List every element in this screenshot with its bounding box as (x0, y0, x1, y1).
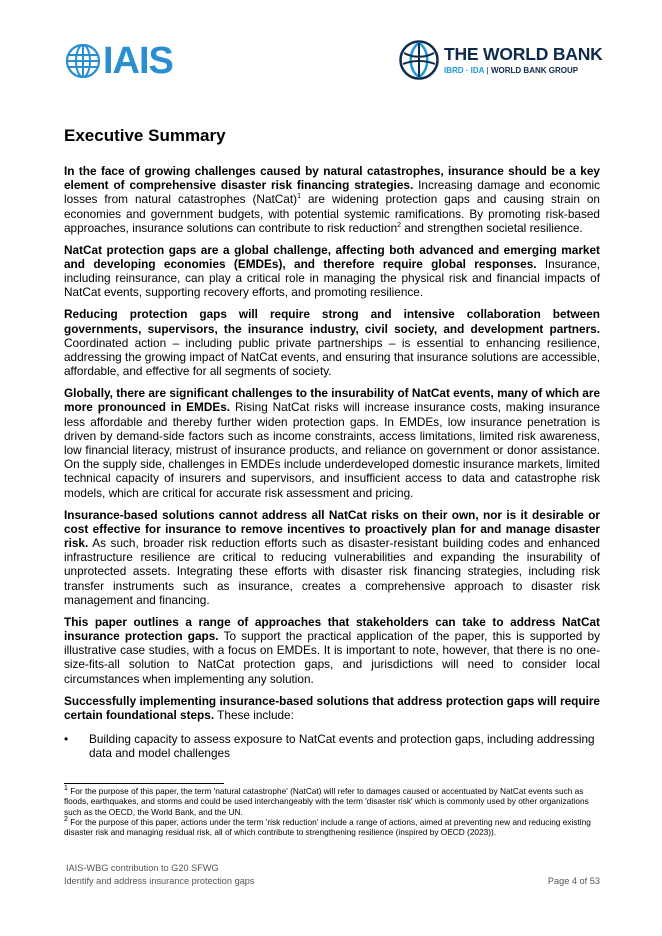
paragraph: Insurance-based solutions cannot address all NatCat risks on their own, nor is it desirable or cost effective for insurance to remove incentives to proactively plan for and manage disaster risk. As such, broader risk reduction efforts such as disaster-resistant building codes and enhanced infrastructure resilience are critical to reducing vulnerabilities and expanding the insurability of unprotected assets. Integrating these efforts with disaster risk financing strategies, including risk transfer instruments such as insurance, creates a comprehensive approach to disaster risk management and financing. (64, 507, 600, 607)
paragraph: Reducing protection gaps will require strong and intensive collaboration between governments, supervisors, the insurance industry, civil society, and development partners. Coordinated action – including public private partnerships – is essential to enhancing resilience, addressing the growing impact of NatCat events, and ensuring that insurance solutions are accessible, affordable, and effective for all segments of society. (64, 307, 600, 379)
iais-globe-icon (66, 44, 100, 78)
footer-line-2: Identify and address insurance protection gaps (64, 876, 255, 886)
world-bank-title: THE WORLD BANK (444, 43, 603, 64)
world-bank-logo (399, 40, 603, 80)
page-number: Page 4 of 53 (547, 876, 600, 886)
bullet-marker: • (64, 732, 69, 747)
footer-line-1: IAIS-WBG contribution to G20 SFWG (66, 863, 219, 873)
footnote-ref: 2 (397, 221, 402, 229)
paragraph: This paper outlines a range of approaches that stakeholders can take to address NatCat insurance protection gaps. To support the practical application of the paper, this is supported by illustrative case studies, with a focus on EMDEs. It is important to note, however, that there is no one-size-fits-all solution to NatCat protection gaps, and jurisdictions will need to consider local circumstances when implementing any solution. (64, 614, 600, 686)
footnote: $^1$ For the purpose of this paper, the term 'natural catastrophe' (NatCat) will refer to damages caused or accentuated by NatCat events such as floods, earthquakes, and storms and could be used interchangeably with the term 'disaster risk' which is commonly used by other organizations such as the OECD, the World Bank, and the UN. (64, 785, 589, 817)
list-item-text: Building capacity to assess exposure to NatCat events and protection gaps, including addressing data and model challenges (89, 732, 595, 761)
world-bank-subtitle: IBRD · IDA | WORLD BANK GROUP (444, 65, 579, 75)
paragraph: Globally, there are significant challenges to the insurability of NatCat events, many of which are more pronounced in EMDEs. Rising NatCat risks will increase insurance costs, making insurance less affordable and thereby further widen protection gaps. In EMDEs, low insurance penetration is driven by demand-side factors such as income constraints, access limitations, limited risk awareness, low financial literacy, mistrust of insurance products, and reliance on government or donor assistance. On the supply side, challenges in EMDEs include underdeveloped domestic insurance markets, limited technical capacity of insurers and supervisors, and insufficient access to data and catastrophe risk models, which are critical for accurate risk assessment and pricing. (64, 386, 601, 500)
footnotes (64, 786, 600, 837)
paragraph: NatCat protection gaps are a global challenge, affecting both advanced and emerging market and developing economies (EMDEs), and therefore require global responses. Insurance, including reinsurance, can play a critical role in managing the physical risk and financial impacts of NatCat events, supporting recovery efforts, and promoting resilience. (64, 242, 600, 300)
footnote-divider (64, 783, 224, 784)
iais-logo-text: IAIS (103, 40, 173, 82)
body-content (64, 164, 600, 761)
footnote: $^2$ For the purpose of this paper, actions under the term 'risk reduction' include a range of actions, aimed at preventing new and reducing existing disaster risk and managing residual risk, all of which contribute to strengthening resilience (inspired by OECD (2023)). (64, 816, 591, 838)
page-title: Executive Summary (64, 126, 226, 145)
paragraph: Successfully implementing insurance-based solutions that address protection gaps will require certain foundational steps. These include: (64, 693, 600, 722)
list-item (64, 732, 600, 760)
world-bank-globe-icon (399, 40, 439, 80)
page-header (0, 0, 662, 100)
page-footer (64, 862, 600, 888)
paragraph: In the face of growing challenges caused by natural catastrophes, insurance should be a key element of comprehensive disaster risk financing strategies. Increasing damage and economic losses from natural catastrophes (NatCat)$^1$ are widening protection gaps and causing strain on economies and government budgets, with potential systemic ramifications. By promoting risk-based approaches, insurance solutions can contribute to risk reduction$^2$ and strengthen societal resilience. (64, 164, 600, 235)
iais-logo (66, 40, 173, 82)
footnote-ref: 1 (297, 193, 301, 201)
